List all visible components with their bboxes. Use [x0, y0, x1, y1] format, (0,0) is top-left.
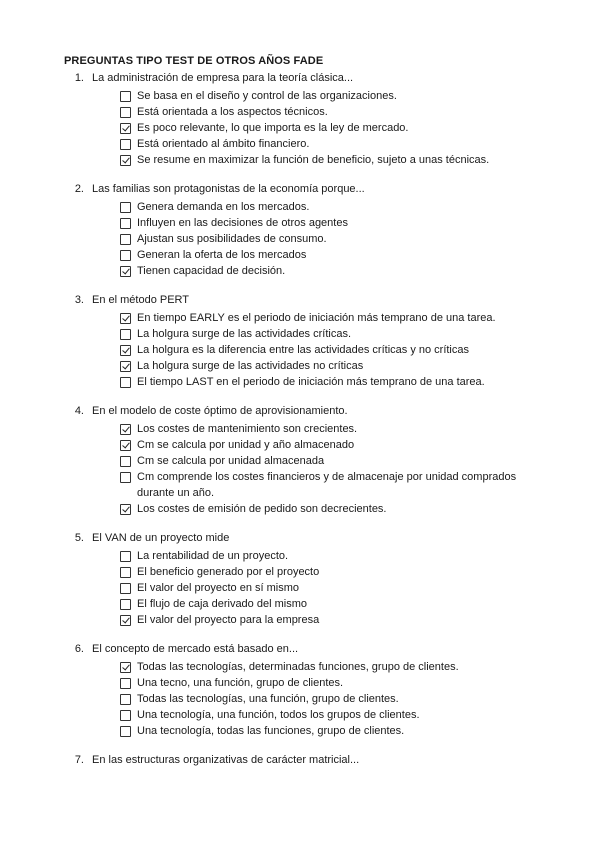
option-text: Está orientado al ámbito financiero. — [137, 138, 310, 150]
question-text: El VAN de un proyecto mide — [92, 532, 230, 544]
option-item — [0, 707, 600, 723]
option-text: El flujo de caja derivado del mismo — [137, 598, 307, 610]
option-text: Generan la oferta de los mercados — [137, 249, 307, 261]
unchecked-checkbox-icon[interactable] — [120, 456, 131, 467]
question-number: 3. — [74, 294, 84, 306]
option-text: Los costes de mantenimiento son crecientes. — [137, 423, 358, 435]
unchecked-checkbox-icon[interactable] — [120, 234, 131, 245]
option-text: Los costes de emisión de pedido son decrecientes. — [137, 503, 387, 515]
question-number: 2. — [74, 183, 84, 195]
option-text: El tiempo LAST en el periodo de iniciación más temprano de una tarea. — [137, 376, 485, 388]
option-item — [0, 659, 600, 675]
option-text: Genera demanda en los mercados. — [137, 201, 310, 213]
question-text: En las estructuras organizativas de carácter matricial... — [92, 754, 360, 766]
question-text: El concepto de mercado está basado en... — [92, 643, 299, 655]
option-text: Se basa en el diseño y control de las organizaciones. — [137, 90, 397, 102]
question-text: La administración de empresa para la teoría clásica... — [92, 72, 354, 84]
option-item — [0, 342, 600, 358]
option-list — [0, 659, 600, 739]
option-item — [0, 469, 600, 501]
checked-checkbox-icon[interactable] — [120, 266, 131, 277]
option-text: Todas las tecnologías, una función, grupo de clientes. — [137, 693, 399, 705]
option-text: Una tecnología, todas las funciones, grupo de clientes. — [137, 725, 405, 737]
checked-checkbox-icon[interactable] — [120, 504, 131, 515]
option-list — [0, 421, 600, 517]
unchecked-checkbox-icon[interactable] — [120, 250, 131, 261]
unchecked-checkbox-icon[interactable] — [120, 694, 131, 705]
checked-checkbox-icon[interactable] — [120, 345, 131, 356]
unchecked-checkbox-icon[interactable] — [120, 329, 131, 340]
unchecked-checkbox-icon[interactable] — [120, 218, 131, 229]
option-text: El beneficio generado por el proyecto — [137, 566, 320, 578]
checked-checkbox-icon[interactable] — [120, 662, 131, 673]
option-item — [0, 310, 600, 326]
question-text: En el método PERT — [92, 294, 190, 306]
unchecked-checkbox-icon[interactable] — [120, 91, 131, 102]
question-list — [0, 72, 600, 785]
unchecked-checkbox-icon[interactable] — [120, 678, 131, 689]
option-item — [0, 612, 600, 628]
option-item — [0, 136, 600, 152]
unchecked-checkbox-icon[interactable] — [120, 583, 131, 594]
unchecked-checkbox-icon[interactable] — [120, 726, 131, 737]
option-item — [0, 437, 600, 453]
option-item — [0, 247, 600, 263]
checked-checkbox-icon[interactable] — [120, 123, 131, 134]
question-6 — [0, 643, 600, 739]
question-line — [0, 643, 600, 659]
option-text: Todas las tecnologías, determinadas funciones, grupo de clientes. — [137, 661, 459, 673]
option-text: El valor del proyecto para la empresa — [137, 614, 320, 626]
question-3 — [0, 294, 600, 390]
option-list — [0, 88, 600, 168]
checked-checkbox-icon[interactable] — [120, 424, 131, 435]
question-line — [0, 532, 600, 548]
option-text: En tiempo EARLY es el periodo de iniciación más temprano de una tarea. — [137, 312, 496, 324]
unchecked-checkbox-icon[interactable] — [120, 202, 131, 213]
option-item — [0, 564, 600, 580]
checked-checkbox-icon[interactable] — [120, 361, 131, 372]
option-list — [0, 548, 600, 628]
question-line — [0, 183, 600, 199]
option-item — [0, 199, 600, 215]
unchecked-checkbox-icon[interactable] — [120, 472, 131, 483]
option-text: La rentabilidad de un proyecto. — [137, 550, 289, 562]
option-item — [0, 596, 600, 612]
question-line — [0, 72, 600, 88]
option-text: Tienen capacidad de decisión. — [137, 265, 286, 277]
option-text: Cm comprende los costes financieros y de almacenaje por unidad comprados durante un año. — [137, 471, 517, 499]
question-number: 6. — [74, 643, 84, 655]
option-text: El valor del proyecto en sí mismo — [137, 582, 300, 594]
option-item — [0, 120, 600, 136]
question-number: 5. — [74, 532, 84, 544]
option-item — [0, 501, 600, 517]
question-5 — [0, 532, 600, 628]
question-line — [0, 294, 600, 310]
option-text: Una tecno, una función, grupo de clientes. — [137, 677, 344, 689]
option-item — [0, 326, 600, 342]
option-text: Se resume en maximizar la función de beneficio, sujeto a unas técnicas. — [137, 154, 490, 166]
option-text: Cm se calcula por unidad almacenada — [137, 455, 325, 467]
option-text: La holgura surge de las actividades no críticas — [137, 360, 364, 372]
question-number: 1. — [74, 72, 84, 84]
option-text: Cm se calcula por unidad y año almacenado — [137, 439, 355, 451]
unchecked-checkbox-icon[interactable] — [120, 551, 131, 562]
question-number: 7. — [74, 754, 84, 766]
option-item — [0, 88, 600, 104]
option-text: Una tecnología, una función, todos los grupos de clientes. — [137, 709, 420, 721]
option-item — [0, 358, 600, 374]
option-list — [0, 199, 600, 279]
option-item — [0, 152, 600, 168]
option-item — [0, 421, 600, 437]
question-1 — [0, 72, 600, 168]
question-text: En el modelo de coste óptimo de aprovisionamiento. — [92, 405, 348, 417]
unchecked-checkbox-icon[interactable] — [120, 599, 131, 610]
document-title: PREGUNTAS TIPO TEST DE OTROS AÑOS FADE — [64, 55, 324, 67]
question-line — [0, 754, 600, 770]
unchecked-checkbox-icon[interactable] — [120, 567, 131, 578]
checked-checkbox-icon[interactable] — [120, 155, 131, 166]
option-text: Está orientada a los aspectos técnicos. — [137, 106, 328, 118]
option-item — [0, 723, 600, 739]
unchecked-checkbox-icon[interactable] — [120, 377, 131, 388]
question-2 — [0, 183, 600, 279]
checked-checkbox-icon[interactable] — [120, 440, 131, 451]
question-line — [0, 405, 600, 421]
option-item — [0, 215, 600, 231]
option-text: La holgura es la diferencia entre las actividades críticas y no críticas — [137, 344, 469, 356]
unchecked-checkbox-icon[interactable] — [120, 107, 131, 118]
option-item — [0, 675, 600, 691]
option-text: La holgura surge de las actividades críticas. — [137, 328, 352, 340]
option-item — [0, 548, 600, 564]
option-list — [0, 310, 600, 390]
question-text: Las familias son protagonistas de la economía porque... — [92, 183, 365, 195]
checked-checkbox-icon[interactable] — [120, 313, 131, 324]
option-item — [0, 231, 600, 247]
unchecked-checkbox-icon[interactable] — [120, 139, 131, 150]
checked-checkbox-icon[interactable] — [120, 615, 131, 626]
unchecked-checkbox-icon[interactable] — [120, 710, 131, 721]
option-item — [0, 453, 600, 469]
option-item — [0, 263, 600, 279]
option-item — [0, 580, 600, 596]
option-text: Es poco relevante, lo que importa es la ley de mercado. — [137, 122, 409, 134]
question-7 — [0, 754, 600, 770]
option-item — [0, 691, 600, 707]
question-4 — [0, 405, 600, 517]
option-text: Ajustan sus posibilidades de consumo. — [137, 233, 327, 245]
question-number: 4. — [74, 405, 84, 417]
option-text: Influyen en las decisiones de otros agentes — [137, 217, 348, 229]
option-item — [0, 104, 600, 120]
option-item — [0, 374, 600, 390]
